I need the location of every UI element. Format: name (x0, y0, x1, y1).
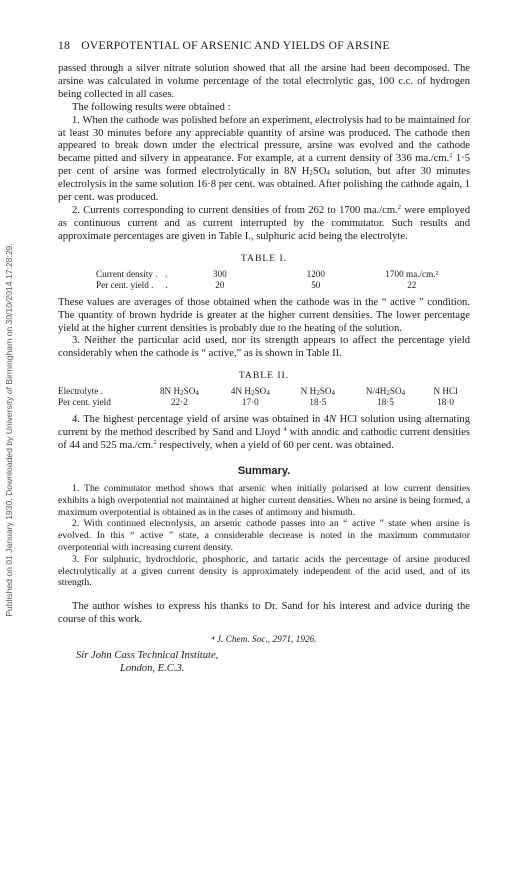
summary-point: 1. The commutator method shows that arsenic when initially polarised at low current densities exhibits a high overpotential not maintained at higher current densities. When no arsine is being formed, a maximum overpotential is obtained as in the cases of antimony and bismuth. (58, 482, 470, 518)
result-paragraph-2: 2. Currents corresponding to current densities of from 262 to 1700 ma./cm.$^2$ were employed as continuous current and as current interrupted by the commutator. Such results and approximate percentages are given in Table I., sulphuric acid being the electrolyte. (58, 203, 471, 242)
address-line: Sir John Cass Technical Institute, (76, 649, 219, 661)
table-2-cell: 18·5 (377, 397, 394, 408)
table-1-row-label: Current density . (96, 268, 158, 279)
author-address (76, 650, 470, 675)
paper-page (58, 40, 470, 675)
table-1-cell: 50 (311, 279, 321, 290)
table-1-cell: 22 (407, 279, 417, 290)
table-1-cell: 20 (215, 279, 225, 290)
table-1-dot: . (165, 279, 168, 290)
summary-point: 2. With continued electrolysis, an arsenic cathode passes into an “ active ” state when arsine is evolved. In this “ active ” state, a considerable decrease is noted in the maximum commutator overpotential with increasing current density. (58, 518, 470, 553)
summary-section (58, 483, 470, 589)
table-2-cell: 18·0 (437, 397, 455, 408)
table-2-yield-row (58, 397, 470, 408)
page-number: 18 (58, 40, 71, 52)
footnote: ⁴ J. Chem. Soc., 2971, 1926. (211, 634, 317, 645)
table-1-caption: TABLE I. (240, 252, 288, 264)
publication-stamp (2, 150, 16, 710)
table-2 (58, 386, 470, 408)
table-2-cell: N HCl (433, 386, 458, 397)
table-2-cell: 8N $H_2SO_4$ (159, 386, 199, 398)
table-2-cell: $N/4H_2SO_4$ (365, 386, 406, 398)
results-lead: The following results were obtained : (72, 101, 231, 113)
table-1-yield-row (96, 280, 460, 291)
table-2-row-label: Electrolyte . (58, 386, 103, 397)
table-2-row-label: Per cent. yield (58, 397, 111, 408)
table-1-row-label: Per cent. yield . (96, 279, 154, 290)
table-2-caption: TABLE II. (238, 370, 290, 382)
publication-stamp-text: Published on 01 January 1930. Downloaded by University of Birmingham on 30/10/2014 17:28:29. (4, 243, 14, 617)
table-1-cell: 1700 ma./cm.² (385, 268, 439, 279)
table-1-dot: . (165, 268, 168, 279)
summary-point: 3. For sulphuric, hydrochloric, phosphoric, and tartaric acids the percentage of arsine produced electrolytically at a given current density is approximately independent of the acid used, and of its strength. (58, 553, 470, 589)
table-2-electrolyte-row (58, 386, 470, 397)
table-2-cell: 17·0 (241, 397, 259, 408)
table-2-cell: N $H_2SO_4$ (300, 386, 335, 398)
table-2-cell: 22·2 (170, 397, 188, 408)
table-2-cell: 18·5 (309, 397, 327, 408)
result-paragraph-3: 3. Neither the particular acid used, nor its strength appears to affect the percentage yield considerably when the cathode is “ active,” as is shown in Table II. (58, 335, 470, 360)
result-paragraph-1: 1. When the cathode was polished before an experiment, electrolysis had to be maintained for at least 30 minutes before any appreciable quantity of arsine was produced. The cathode then appeared to break down under the electrical pressure, arsine was evolved and the cathode became pitted and silvery in appearance. For example, at a current density of 336 ma./cm.$^2$ 1·5 per cent of arsine was formed electrolytically in 8N $H_2SO_4$ solution, but after 30 minutes electrolysis in the same solution 16·8 per cent. was obtained. After polishing the cathode again, 1 per cent. was produced. (58, 114, 470, 204)
summary-heading: Summary. (237, 464, 291, 477)
table-1-cell: 1200 (306, 268, 325, 279)
table-1-discussion: These values are averages of those obtained when the cathode was in the “ active ” condition. The quantity of brown hydride is greater at the higher current densities. The lower percentage yield at the higher current densities is probably due to the heating of the solution. (58, 296, 470, 334)
intro-paragraph: passed through a silver nitrate solution showed that all the arsine had been decomposed. The arsine was calculated in volume percentage of the total electrolytic gas, 100 c.c. of hydrogen being collected in all cases. (58, 63, 470, 100)
acknowledgement: The author wishes to express his thanks to Dr. Sand for his interest and advice during the course of this work. (58, 601, 470, 626)
table-2-cell: 4N $H_2SO_4$ (230, 386, 270, 398)
running-head-title: OVERPOTENTIAL OF ARSENIC AND YIELDS OF ARSINE (81, 40, 390, 52)
running-head (58, 40, 470, 52)
result-paragraph-4: 4. The highest percentage yield of arsine was obtained in 4N HCl solution using alternating current by the method described by Sand and Lloyd $^4$ with anodic and cathodic current densities of 44 and 525 ma./cm.$^2$ respectively, when a yield of 60 per cent. was obtained. (58, 414, 470, 452)
address-line: London, E.C.3. (120, 662, 185, 674)
table-1 (96, 269, 460, 291)
table-1-density-row (96, 269, 460, 280)
table-1-cell: 300 (212, 268, 227, 279)
